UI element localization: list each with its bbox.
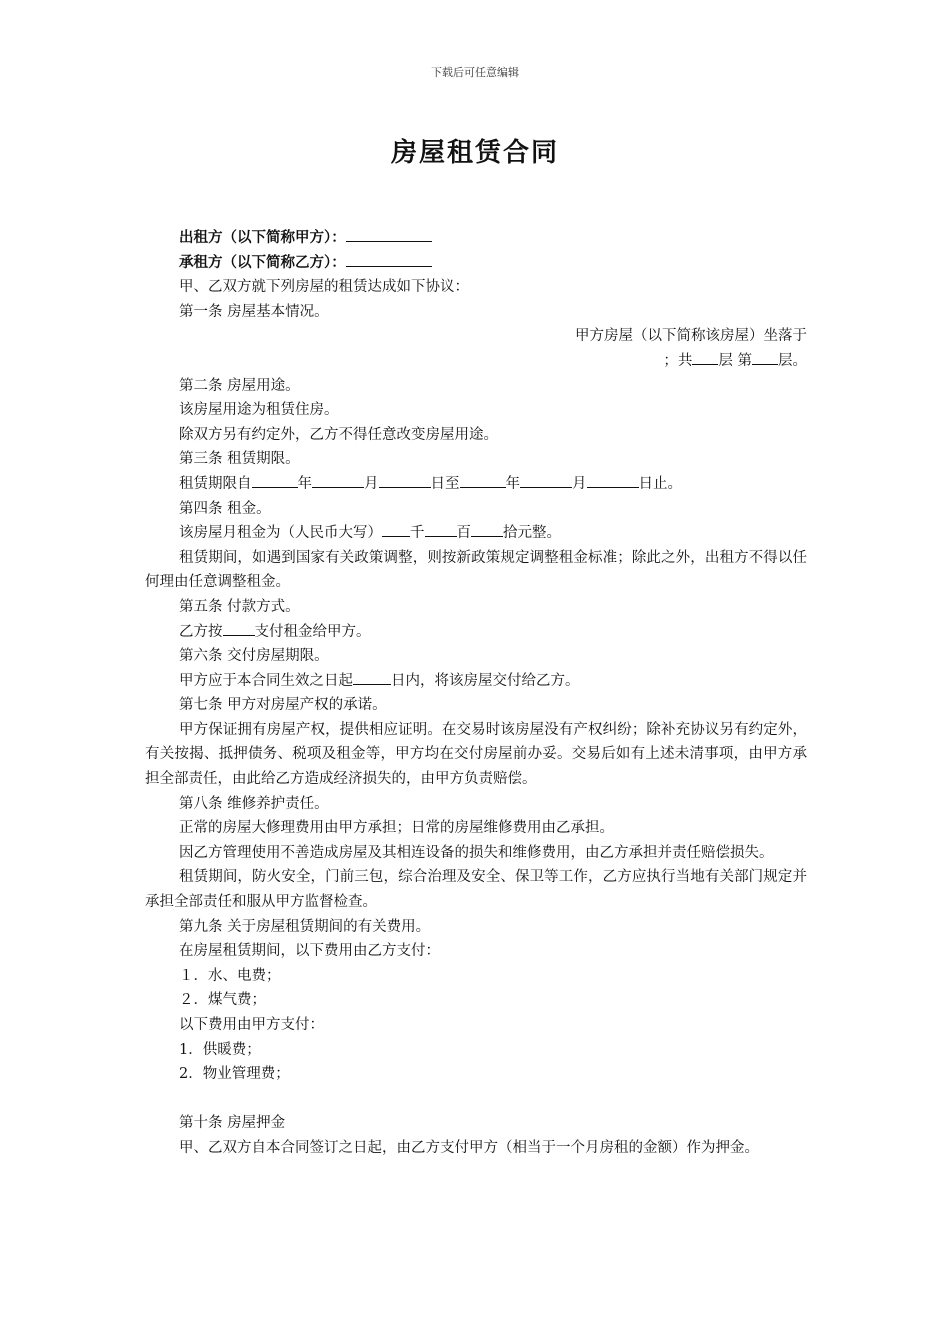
- start-year-blank: [252, 473, 298, 488]
- floor-number-blank: [752, 350, 778, 365]
- art9-item3: 1．供暖费；: [179, 1041, 261, 1058]
- art2-p1: 该房屋用途为租赁住房。: [179, 402, 339, 419]
- document-title: 房屋租赁合同: [390, 138, 559, 168]
- art4-rent-line: [145, 521, 807, 546]
- contract-body: [145, 226, 807, 1161]
- rent-text-2: 千: [410, 525, 425, 542]
- art9-item4: 2．物业管理费；: [179, 1066, 290, 1083]
- page-header: 下载后可任意编辑: [431, 66, 519, 79]
- art2-heading: 第二条 房屋用途。: [179, 377, 300, 394]
- art9-item2: ２．煤气费；: [179, 992, 266, 1009]
- delivery-days-blank: [353, 670, 391, 685]
- art5-heading: 第五条 付款方式。: [179, 598, 300, 615]
- art4-p2: 租赁期间，如遇到国家有关政策调整，则按新政策规定调整租金标准；除此之外，出租方不得以任何理由任意调整租金。: [145, 549, 807, 591]
- end-month-blank: [520, 473, 572, 488]
- rent-tens-blank: [471, 522, 503, 537]
- party-b-blank: [346, 252, 432, 267]
- term-text-4: 日至: [430, 475, 460, 492]
- start-day-blank: [379, 473, 431, 488]
- art10-p1: 甲、乙双方自本合同签订之日起，由乙方支付甲方（相当于一个月房租的金额）作为押金。: [179, 1139, 759, 1156]
- payment-method-blank: [223, 621, 255, 636]
- art8-p1: 正常的房屋大修理费用由甲方承担；日常的房屋维修费用由乙承担。: [179, 820, 614, 837]
- rent-text-3: 百: [456, 525, 471, 542]
- art6-delivery-line: [145, 669, 807, 694]
- term-text-5: 年: [505, 475, 520, 492]
- party-a-label: 出租方（以下简称甲方）：: [179, 229, 346, 246]
- total-floors-blank: [692, 350, 718, 365]
- art9-item1: １．水、电费；: [179, 967, 281, 984]
- rent-hundreds-blank: [425, 522, 457, 537]
- art5-payment-line: [145, 620, 807, 645]
- spacer: [145, 1087, 807, 1112]
- delivery-text-1: 甲方应于本合同生效之日起: [179, 672, 353, 689]
- art8-p2: 因乙方管理使用不善造成房屋及其相连设备的损失和维修费用，由乙方承担并责任赔偿损失。: [179, 844, 774, 861]
- art6-heading: 第六条 交付房屋期限。: [179, 648, 329, 665]
- payment-text-1: 乙方按: [179, 623, 223, 640]
- art1-floor-text-c: 层。: [778, 352, 807, 369]
- party-a-blank: [346, 227, 432, 242]
- art9-heading: 第九条 关于房屋租赁期间的有关费用。: [179, 918, 431, 935]
- delivery-text-2: 日内，将该房屋交付给乙方。: [391, 672, 580, 689]
- art10-heading: 第十条 房屋押金: [179, 1115, 286, 1132]
- art7-p1: 甲方保证拥有房屋产权，提供相应证明。在交易时该房屋没有产权纠纷；除补充协议另有约定外，有关按揭、抵押债务、税项及租金等，甲方均在交付房屋前办妥。交易后如有上述未清事项，由甲方承担全部责任，由此给乙方造成经济损失的，由甲方负责赔偿。: [145, 721, 807, 788]
- art2-p2: 除双方另有约定外，乙方不得任意改变房屋用途。: [179, 426, 498, 443]
- art1-floor-text-a: ；共: [663, 352, 693, 369]
- art1-floor-line: [145, 349, 807, 374]
- art8-p3: 租赁期间，防火安全，门前三包，综合治理及安全、保卫等工作，乙方应执行当地有关部门规定并承担全部责任和服从甲方监督检查。: [145, 869, 807, 911]
- end-year-blank: [460, 473, 506, 488]
- party-a-line: [145, 226, 807, 251]
- term-text-2: 年: [297, 475, 312, 492]
- art1-heading: 第一条 房屋基本情况。: [179, 303, 329, 320]
- art1-floor-text-b: 层 第: [718, 352, 752, 369]
- party-b-line: [145, 251, 807, 276]
- end-day-blank: [587, 473, 639, 488]
- term-text-1: 租赁期限自: [179, 475, 252, 492]
- term-text-7: 日止。: [638, 475, 682, 492]
- art3-term-line: [145, 472, 807, 497]
- intro: 甲、乙双方就下列房屋的租赁达成如下协议：: [179, 279, 469, 296]
- art3-heading: 第三条 租赁期限。: [179, 451, 300, 468]
- payment-text-2: 支付租金给甲方。: [254, 623, 371, 640]
- term-text-6: 月: [572, 475, 587, 492]
- art7-heading: 第七条 甲方对房屋产权的承诺。: [179, 697, 387, 714]
- rent-text-1: 该房屋月租金为（人民币大写）: [179, 525, 382, 542]
- art9-p1: 在房屋租赁期间，以下费用由乙方支付：: [179, 943, 440, 960]
- art1-location-line: 甲方房屋（以下简称该房屋）坐落于: [575, 328, 807, 345]
- art9-p2: 以下费用由甲方支付：: [179, 1017, 324, 1033]
- start-month-blank: [312, 473, 364, 488]
- term-text-3: 月: [364, 475, 379, 492]
- art8-heading: 第八条 维修养护责任。: [179, 795, 329, 812]
- art4-heading: 第四条 租金。: [179, 500, 271, 517]
- rent-text-4: 拾元整。: [503, 525, 561, 542]
- rent-thousands-blank: [382, 522, 410, 537]
- party-b-label: 承租方（以下简称乙方）：: [179, 253, 346, 271]
